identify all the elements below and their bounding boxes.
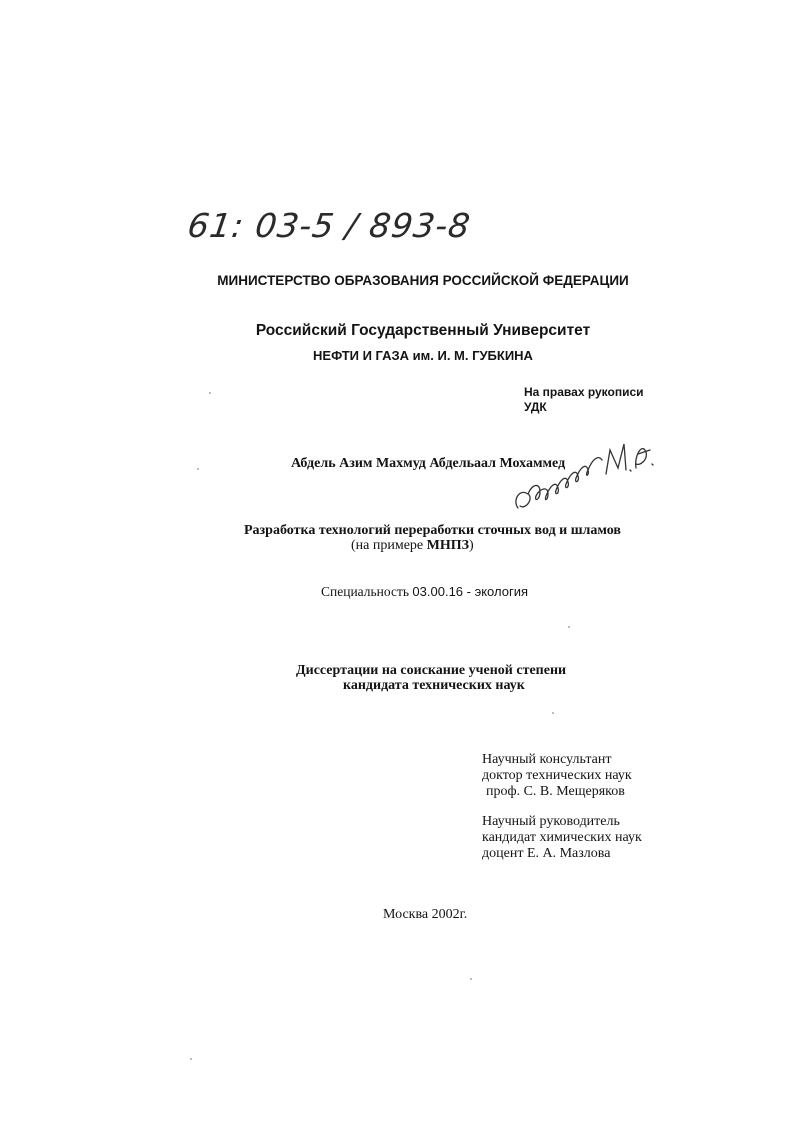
specialty	[321, 584, 528, 600]
specialty-code: 03.00.16 - экология	[412, 584, 528, 599]
supervisor-degree: кандидат химических наук	[482, 830, 642, 845]
consultant-role: Научный консультант	[482, 752, 612, 767]
scan-speck	[470, 978, 472, 980]
archive-number: 61: 03-5 / 893-8	[185, 206, 474, 245]
signature-text: Абдельазим М. А.	[510, 430, 518, 431]
title-example-suffix: )	[469, 538, 474, 553]
scan-speck	[568, 626, 570, 628]
scan-speck	[190, 1058, 192, 1060]
degree-statement: Диссертации на соискание ученой степени	[296, 663, 567, 678]
manuscript-rights-label: На правах рукописи	[524, 385, 644, 399]
degree-name: кандидата технических наук	[343, 678, 525, 693]
university-name: Российский Государственный Университет	[255, 322, 591, 339]
scan-speck	[197, 468, 199, 470]
supervisor-role: Научный руководитель	[482, 814, 620, 829]
ministry-heading: МИНИСТЕРСТВО ОБРАЗОВАНИЯ РОССИЙСКОЙ ФЕДЕРАЦИИ	[217, 273, 629, 288]
scan-speck	[552, 712, 554, 714]
dissertation-title-example	[351, 538, 474, 554]
scan-speck	[209, 392, 211, 394]
university-subname: НЕФТИ И ГАЗА им. И. М. ГУБКИНА	[313, 348, 533, 363]
city-year: Москва 2002г.	[383, 907, 468, 922]
author-name: Абдель Азим Махмуд Абдельаал Мохаммед	[291, 456, 566, 471]
dissertation-title: Разработка технологий переработки сточных вод и шламов	[244, 523, 621, 538]
consultant-degree: доктор технических наук	[482, 768, 632, 783]
title-example-abbrev: МНПЗ	[426, 538, 470, 553]
specialty-label: Специальность	[321, 584, 413, 599]
supervisor-name: доцент Е. А. Мазлова	[482, 846, 611, 861]
handwritten-signature	[510, 430, 660, 530]
consultant-name: проф. С. В. Мещеряков	[486, 784, 625, 799]
udc-label: УДК	[524, 400, 547, 414]
title-example-prefix: (на примере	[351, 538, 427, 553]
